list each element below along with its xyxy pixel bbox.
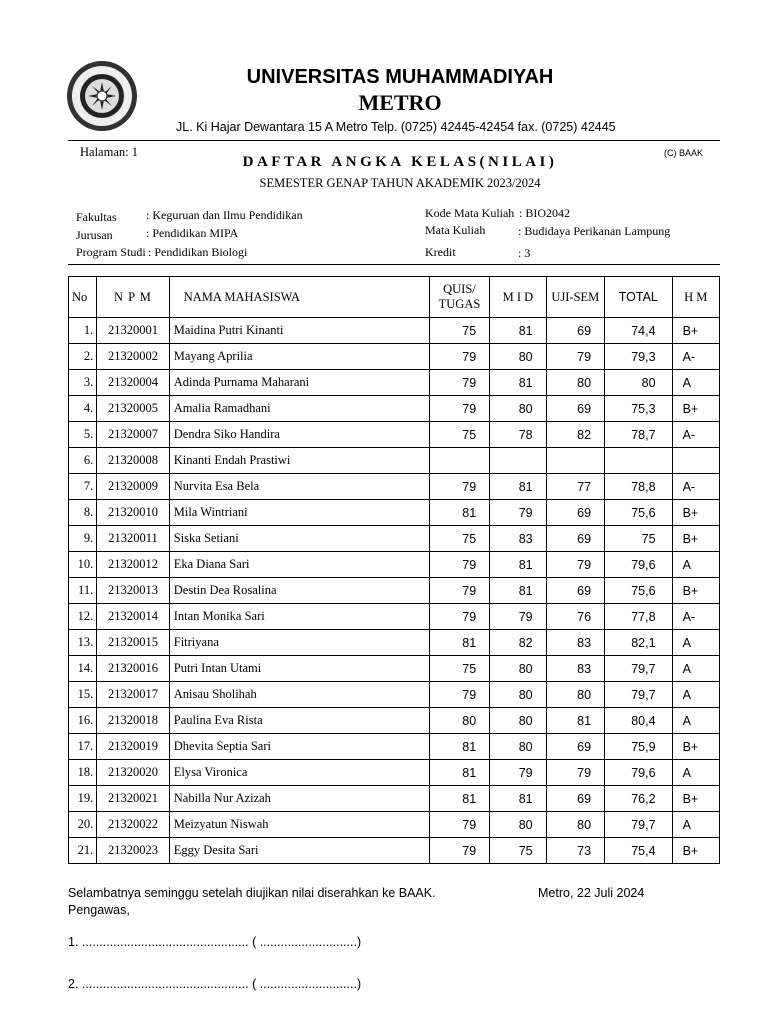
cell-npm: 21320016	[97, 656, 170, 682]
cell-no: 7.	[69, 474, 97, 500]
cell-nama: Anisau Sholihah	[169, 682, 429, 708]
cell-no: 21.	[69, 838, 97, 864]
submission-note: Selambatnya seminggu setelah diujikan nilai diserahkan ke BAAK.	[68, 886, 436, 900]
prodi-value: : Pendidikan Biologi	[148, 245, 248, 259]
cell-quis: 79	[429, 474, 489, 500]
cell-hm: B+	[672, 838, 719, 864]
fakultas-value: : Keguruan dan Ilmu Pendidikan	[146, 208, 303, 222]
cell-mid: 80	[490, 734, 546, 760]
cell-no: 5.	[69, 422, 97, 448]
cell-hm: B+	[672, 786, 719, 812]
cell-total: 79,6	[605, 552, 673, 578]
cell-npm: 21320010	[97, 500, 170, 526]
table-row	[69, 500, 720, 526]
cell-nama: Eggy Desita Sari	[169, 838, 429, 864]
cell-mid: 81	[490, 578, 546, 604]
cell-uji: 79	[546, 344, 604, 370]
cell-uji: 83	[546, 630, 604, 656]
cell-mid: 83	[490, 526, 546, 552]
jurusan-label: Jurusan	[76, 228, 113, 242]
cell-quis: 81	[429, 734, 489, 760]
cell-no: 13.	[69, 630, 97, 656]
cell-hm: A	[672, 708, 719, 734]
cell-total: 74,4	[605, 318, 673, 344]
cell-quis: 79	[429, 344, 489, 370]
cell-total: 78,8	[605, 474, 673, 500]
header-mid: M I D	[490, 277, 546, 318]
cell-no: 9.	[69, 526, 97, 552]
cell-nama: Dhevita Septia Sari	[169, 734, 429, 760]
cell-hm: A-	[672, 422, 719, 448]
kredit-value: : 3	[518, 246, 531, 260]
cell-total: 75,3	[605, 396, 673, 422]
cell-uji: 73	[546, 838, 604, 864]
cell-quis: 79	[429, 370, 489, 396]
cell-mid: 80	[490, 396, 546, 422]
cell-nama: Elysa Vironica	[169, 760, 429, 786]
cell-nama: Dendra Siko Handira	[169, 422, 429, 448]
cell-npm: 21320001	[97, 318, 170, 344]
cell-mid: 79	[490, 760, 546, 786]
cell-mid: 81	[490, 370, 546, 396]
prodi-label: Program Studi	[76, 245, 146, 259]
table-row	[69, 812, 720, 838]
table-row	[69, 734, 720, 760]
cell-npm: 21320002	[97, 344, 170, 370]
page-number: Halaman: 1	[80, 145, 138, 159]
table-row	[69, 344, 720, 370]
cell-uji: 79	[546, 760, 604, 786]
cell-total: 79,7	[605, 656, 673, 682]
cell-quis: 79	[429, 682, 489, 708]
cell-total: 82,1	[605, 630, 673, 656]
cell-hm: A	[672, 552, 719, 578]
cell-hm: A	[672, 760, 719, 786]
table-row	[69, 656, 720, 682]
cell-nama: Kinanti Endah Prastiwi	[169, 448, 429, 474]
cell-hm: B+	[672, 500, 719, 526]
signature-line-1: 1. ................................................ ( ............................)	[68, 935, 362, 949]
cell-uji: 77	[546, 474, 604, 500]
cell-nama: Fitriyana	[169, 630, 429, 656]
header-hm: H M	[672, 277, 719, 318]
cell-no: 6.	[69, 448, 97, 474]
fakultas-label: Fakultas	[76, 210, 117, 224]
table-row	[69, 318, 720, 344]
cell-quis: 81	[429, 786, 489, 812]
cell-total: 75,4	[605, 838, 673, 864]
cell-total: 80	[605, 370, 673, 396]
kredit-label: Kredit	[425, 245, 456, 259]
cell-mid: 81	[490, 474, 546, 500]
jurusan-value: : Pendidikan MIPA	[146, 226, 239, 240]
cell-mid	[490, 448, 546, 474]
cell-uji: 69	[546, 786, 604, 812]
cell-uji: 80	[546, 370, 604, 396]
header-divider	[68, 140, 720, 141]
cell-no: 19.	[69, 786, 97, 812]
cell-total: 79,6	[605, 760, 673, 786]
cell-no: 3.	[69, 370, 97, 396]
cell-quis: 81	[429, 500, 489, 526]
place-date: Metro, 22 Juli 2024	[538, 886, 645, 900]
cell-quis: 81	[429, 760, 489, 786]
cell-nama: Intan Monika Sari	[169, 604, 429, 630]
cell-mid: 81	[490, 318, 546, 344]
cell-no: 1.	[69, 318, 97, 344]
cell-total: 80,4	[605, 708, 673, 734]
cell-uji: 76	[546, 604, 604, 630]
table-row	[69, 474, 720, 500]
cell-mid: 81	[490, 552, 546, 578]
info-divider	[68, 264, 720, 265]
cell-total: 75,6	[605, 578, 673, 604]
header-quis-line2: TUGAS	[438, 297, 481, 311]
cell-quis: 80	[429, 708, 489, 734]
cell-quis: 79	[429, 838, 489, 864]
table-header-row	[69, 277, 720, 318]
cell-npm: 21320011	[97, 526, 170, 552]
cell-mid: 80	[490, 708, 546, 734]
cell-hm: A	[672, 370, 719, 396]
cell-uji: 69	[546, 734, 604, 760]
cell-npm: 21320017	[97, 682, 170, 708]
grade-table-body	[69, 318, 720, 864]
cell-uji: 80	[546, 682, 604, 708]
cell-nama: Meizyatun Niswah	[169, 812, 429, 838]
cell-hm: B+	[672, 578, 719, 604]
cell-nama: Nabilla Nur Azizah	[169, 786, 429, 812]
cell-nama: Amalia Ramadhani	[169, 396, 429, 422]
kode-value: : BIO2042	[519, 206, 570, 220]
cell-no: 4.	[69, 396, 97, 422]
cell-total: 79,7	[605, 812, 673, 838]
cell-nama: Mila Wintriani	[169, 500, 429, 526]
cell-nama: Mayang Aprilia	[169, 344, 429, 370]
cell-npm: 21320004	[97, 370, 170, 396]
matkul-label: Mata Kuliah	[425, 223, 486, 237]
cell-quis	[429, 448, 489, 474]
header-nama: NAMA MAHASISWA	[169, 277, 429, 318]
header-quis	[429, 277, 489, 318]
cell-uji: 69	[546, 578, 604, 604]
cell-nama: Maidina Putri Kinanti	[169, 318, 429, 344]
university-name: UNIVERSITAS MUHAMMADIYAH	[246, 66, 554, 88]
table-row	[69, 552, 720, 578]
university-city: METRO	[358, 90, 442, 115]
cell-hm: B+	[672, 734, 719, 760]
cell-nama: Destin Dea Rosalina	[169, 578, 429, 604]
table-row	[69, 604, 720, 630]
cell-hm: B+	[672, 526, 719, 552]
cell-no: 16.	[69, 708, 97, 734]
header-uji: UJI-SEM	[546, 277, 604, 318]
table-row	[69, 760, 720, 786]
cell-no: 12.	[69, 604, 97, 630]
cell-mid: 80	[490, 656, 546, 682]
cell-total: 79,3	[605, 344, 673, 370]
table-row	[69, 838, 720, 864]
cell-quis: 79	[429, 552, 489, 578]
table-row	[69, 422, 720, 448]
header-npm: N P M	[97, 277, 170, 318]
table-row	[69, 526, 720, 552]
cell-npm: 21320019	[97, 734, 170, 760]
cell-npm: 21320022	[97, 812, 170, 838]
document-title: DAFTAR ANGKA KELAS(NILAI)	[242, 154, 558, 170]
grade-table	[68, 276, 720, 864]
cell-quis: 75	[429, 526, 489, 552]
header-total: TOTAL	[605, 277, 673, 318]
cell-hm: A	[672, 812, 719, 838]
cell-npm: 21320014	[97, 604, 170, 630]
cell-no: 18.	[69, 760, 97, 786]
cell-npm: 21320021	[97, 786, 170, 812]
cell-mid: 80	[490, 682, 546, 708]
header-quis-line1: QUIS/	[443, 282, 476, 296]
cell-uji: 79	[546, 552, 604, 578]
university-logo	[66, 60, 138, 132]
copyright-label: (C) BAAK	[664, 148, 704, 158]
cell-uji: 69	[546, 526, 604, 552]
cell-quis: 79	[429, 578, 489, 604]
cell-uji: 82	[546, 422, 604, 448]
cell-quis: 75	[429, 656, 489, 682]
cell-npm: 21320013	[97, 578, 170, 604]
cell-total: 75,6	[605, 500, 673, 526]
cell-mid: 80	[490, 812, 546, 838]
table-row	[69, 448, 720, 474]
table-row	[69, 786, 720, 812]
cell-hm: A	[672, 630, 719, 656]
cell-mid: 79	[490, 500, 546, 526]
cell-nama: Nurvita Esa Bela	[169, 474, 429, 500]
cell-mid: 79	[490, 604, 546, 630]
cell-hm	[672, 448, 719, 474]
cell-total: 79,7	[605, 682, 673, 708]
cell-nama: Eka Diana Sari	[169, 552, 429, 578]
table-row	[69, 708, 720, 734]
cell-total: 76,2	[605, 786, 673, 812]
kode-label: Kode Mata Kuliah	[425, 206, 515, 220]
cell-no: 17.	[69, 734, 97, 760]
cell-hm: A	[672, 656, 719, 682]
cell-mid: 82	[490, 630, 546, 656]
cell-uji: 69	[546, 500, 604, 526]
cell-hm: A-	[672, 604, 719, 630]
cell-uji: 80	[546, 812, 604, 838]
cell-mid: 80	[490, 344, 546, 370]
cell-hm: A-	[672, 344, 719, 370]
header-no: No	[69, 277, 97, 318]
cell-uji	[546, 448, 604, 474]
pengawas-label: Pengawas,	[68, 903, 130, 917]
cell-hm: A	[672, 682, 719, 708]
cell-quis: 79	[429, 396, 489, 422]
cell-uji: 69	[546, 396, 604, 422]
cell-total	[605, 448, 673, 474]
cell-quis: 79	[429, 604, 489, 630]
signature-line-2: 2. ................................................ ( ............................)	[68, 977, 362, 991]
cell-npm: 21320009	[97, 474, 170, 500]
cell-npm: 21320005	[97, 396, 170, 422]
cell-quis: 81	[429, 630, 489, 656]
university-address: JL. Ki Hajar Dewantara 15 A Metro Telp. (0725) 42445-42454 fax. (0725) 42445	[176, 120, 616, 134]
cell-npm: 21320018	[97, 708, 170, 734]
cell-npm: 21320020	[97, 760, 170, 786]
cell-no: 8.	[69, 500, 97, 526]
cell-npm: 21320008	[97, 448, 170, 474]
table-row	[69, 682, 720, 708]
cell-npm: 21320007	[97, 422, 170, 448]
cell-uji: 83	[546, 656, 604, 682]
matkul-value: : Budidaya Perikanan Lampung	[518, 224, 671, 238]
cell-no: 2.	[69, 344, 97, 370]
cell-npm: 21320023	[97, 838, 170, 864]
cell-nama: Siska Setiani	[169, 526, 429, 552]
cell-no: 11.	[69, 578, 97, 604]
cell-hm: B+	[672, 396, 719, 422]
cell-nama: Adinda Purnama Maharani	[169, 370, 429, 396]
cell-total: 78,7	[605, 422, 673, 448]
cell-total: 75,9	[605, 734, 673, 760]
document-subtitle: SEMESTER GENAP TAHUN AKADEMIK 2023/2024	[259, 176, 541, 190]
cell-no: 20.	[69, 812, 97, 838]
cell-nama: Paulina Eva Rista	[169, 708, 429, 734]
table-row	[69, 370, 720, 396]
cell-quis: 79	[429, 812, 489, 838]
cell-no: 15.	[69, 682, 97, 708]
table-row	[69, 396, 720, 422]
cell-hm: A-	[672, 474, 719, 500]
cell-nama: Putri Intan Utami	[169, 656, 429, 682]
cell-mid: 75	[490, 838, 546, 864]
table-row	[69, 630, 720, 656]
cell-total: 75	[605, 526, 673, 552]
cell-uji: 69	[546, 318, 604, 344]
cell-npm: 21320015	[97, 630, 170, 656]
cell-hm: B+	[672, 318, 719, 344]
cell-mid: 78	[490, 422, 546, 448]
cell-uji: 81	[546, 708, 604, 734]
cell-npm: 21320012	[97, 552, 170, 578]
cell-total: 77,8	[605, 604, 673, 630]
cell-quis: 75	[429, 422, 489, 448]
cell-mid: 81	[490, 786, 546, 812]
table-row	[69, 578, 720, 604]
cell-no: 14.	[69, 656, 97, 682]
cell-no: 10.	[69, 552, 97, 578]
cell-quis: 75	[429, 318, 489, 344]
